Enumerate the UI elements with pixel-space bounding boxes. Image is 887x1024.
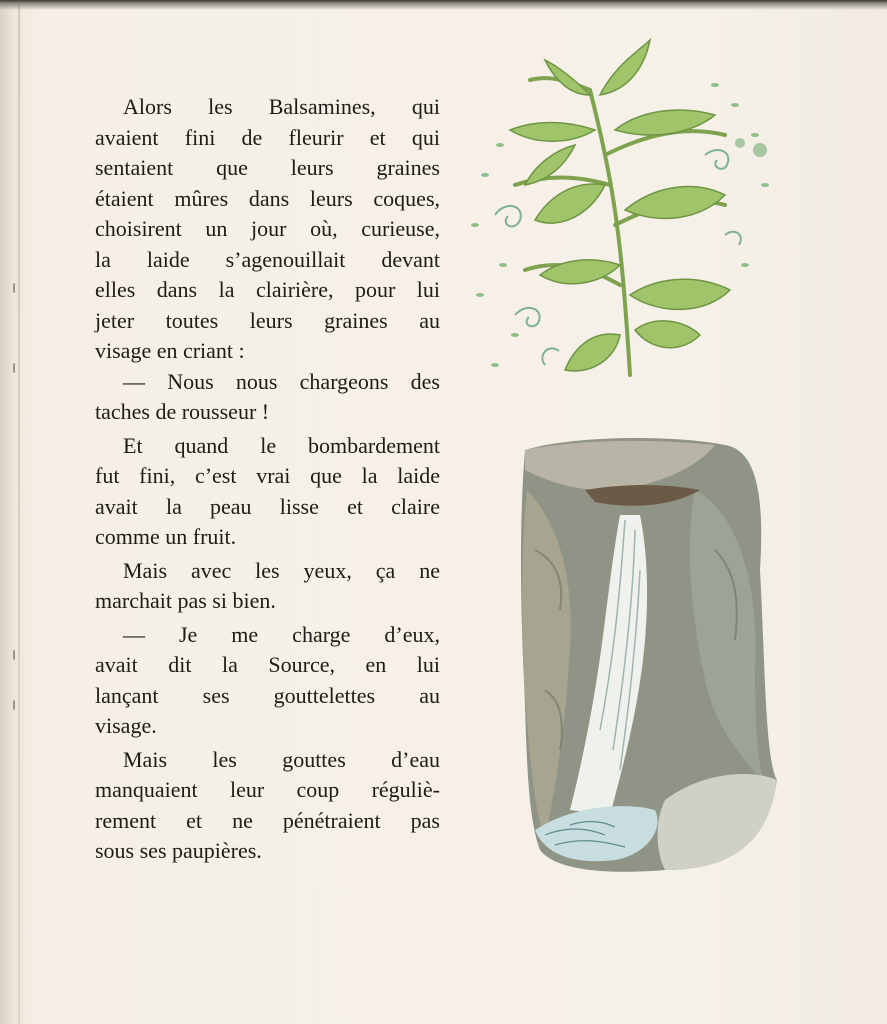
text-line: Et quand le bombardement xyxy=(123,432,440,458)
text-line: sous ses paupières. xyxy=(95,838,262,863)
text-line: avait dit la Source, en lui xyxy=(95,652,440,677)
text-line: comme un fruit. xyxy=(95,524,237,549)
text-line: Alors les Balsamines, qui xyxy=(123,94,440,119)
text-line: manquaient leur coup réguliè- xyxy=(95,777,440,802)
text-line: marchait pas si bien. xyxy=(95,588,276,613)
text-line: choisirent un jour où, curieuse, xyxy=(95,216,440,241)
paragraph xyxy=(95,431,440,553)
waterfall-illustration xyxy=(515,430,780,875)
binding-stitch xyxy=(13,650,25,660)
paragraph xyxy=(95,92,440,367)
text-line: étaient mûres dans leurs coques, xyxy=(95,185,440,211)
text-line: lançant ses gouttelettes au xyxy=(95,682,440,708)
text-line: visage. xyxy=(95,713,157,738)
text-line: Mais avec les yeux, ça ne xyxy=(123,557,440,583)
text-line: avait la peau lisse et claire xyxy=(95,493,440,519)
text-line: rement et ne pénétraient pas xyxy=(95,807,440,833)
paragraph xyxy=(95,367,440,428)
binding-stitch xyxy=(13,363,25,373)
paragraph xyxy=(95,620,440,742)
story-text xyxy=(95,92,440,867)
paragraph xyxy=(95,556,440,617)
balsam-plant-illustration xyxy=(455,35,785,395)
text-line: avaient fini de fleurir et qui xyxy=(95,124,440,150)
binding-stitch xyxy=(13,283,25,293)
text-line: fut fini, c’est vrai que la laide xyxy=(95,463,440,488)
text-line: Mais les gouttes d’eau xyxy=(123,746,440,772)
text-line: visage en criant : xyxy=(95,338,245,363)
text-line: sentaient que leurs graines xyxy=(95,155,440,180)
text-line: — Nous nous chargeons des xyxy=(123,368,440,394)
text-line: elles dans la clairière, pour lui xyxy=(95,277,440,302)
text-line: la laide s’agenouillait devant xyxy=(95,246,440,272)
text-line: — Je me charge d’eux, xyxy=(123,621,440,647)
text-line: taches de rousseur ! xyxy=(95,399,270,424)
binding-stitch xyxy=(13,700,25,710)
text-line: jeter toutes leurs graines au xyxy=(95,307,440,333)
page-top-edge xyxy=(0,0,887,10)
paragraph xyxy=(95,745,440,867)
binding-gutter xyxy=(18,0,20,1024)
